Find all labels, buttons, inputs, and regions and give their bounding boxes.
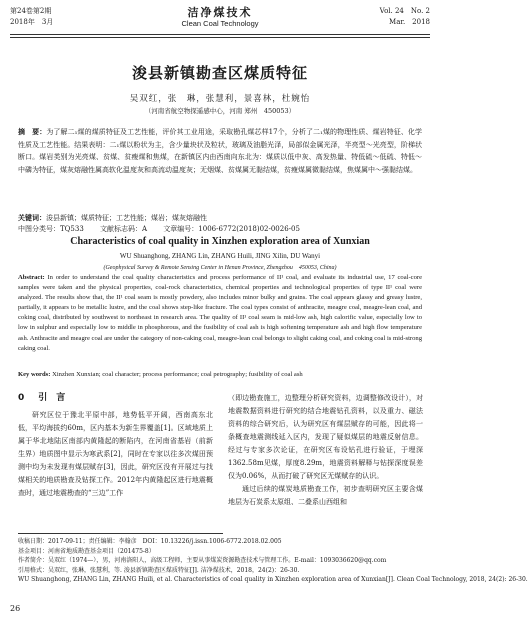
keywords-cn	[18, 213, 422, 224]
date-en: Mar. 2018	[389, 18, 430, 26]
journal-name-cn: 洁净煤技术	[187, 6, 253, 19]
classification-line	[18, 224, 422, 235]
keywords-label: 关键词：	[18, 214, 46, 222]
date-cn: 2018年 3月	[10, 18, 54, 26]
keywords-en-text: Xinzhen Xunxian; coal character; process performance; coal petrography; fusibility of coal ash	[52, 371, 303, 378]
abstract-en-label: Abstract:	[18, 274, 45, 281]
article-title-en: Characteristics of coal quality in Xinzhen exploration area of Xunxian	[70, 236, 370, 247]
footnote-cite-en: WU Shuanghong, ZHANG Lin, ZHANG Huili, et al. Characteristics of coal quality in Xinzhen exploration area of Xunxian[J]. Clean Coal Technology, 2018, 24(2): 26-30.	[18, 576, 528, 584]
volume-cn: 第24卷第2期	[10, 7, 52, 15]
footnote-author: 作者简介：吴双红（1974—），男，河南洛阳人，高级工程师，主要从事煤炭资源勘查技术与管理工作。E-mail：1093036620@qq.com	[18, 557, 387, 565]
abstract-cn	[18, 126, 422, 176]
keywords-en	[18, 370, 422, 380]
abstract-en	[18, 273, 422, 354]
page-number: 26	[10, 604, 21, 613]
volume-en: Vol. 24 No. 2	[379, 7, 430, 15]
header-center	[10, 6, 430, 29]
body-column-left	[18, 392, 213, 500]
journal-name-en: Clean Coal Technology	[181, 19, 259, 28]
footnotes	[18, 537, 528, 585]
keywords-en-label: Key words:	[18, 371, 51, 378]
body-paragraph: 研究区位于豫北平原中部，地势低平开阔，西南高东北低，平均海拔约60m，区内基本为新生界覆盖[1]。区域地质上属于华北地陆区南部内黄隆起的断陷内，在河南省基岩（前新生界）地质图中显示为寒武系[2]，同时在专家以往多次煤田预测中均为未发现有煤层赋存[3]，因此，研究区没有开展过与找煤相关的地质勘查及钻探工作。2012年内黄隆起区进行地震概查时，通过地震勘查的“三边”工作	[18, 411, 213, 497]
authors-cn: 吴双红，张 琳，张慧利，景喜林，杜婉怡	[129, 94, 311, 104]
header-right	[380, 6, 430, 28]
body-column-right	[228, 392, 423, 509]
header-rule-thin	[10, 37, 430, 38]
document-code: 文献标志码：A	[100, 225, 148, 233]
article-number: 文章编号：1006-6772(2018)02-0026-05	[163, 225, 300, 233]
header-rule-thick	[10, 34, 430, 35]
affiliation-en: (Geophysical Survey & Remote Sensing Center in Henan Province, Zhengzhou 450053, China)	[103, 265, 337, 271]
abstract-label: 摘 要：	[18, 128, 47, 136]
article-title-cn: 浚县新镇勘查区煤质特征	[131, 64, 308, 82]
section-title: 引 言	[38, 393, 66, 403]
body-paragraph: （即边勘查施工，边整理分析研究资料，边调整修改设计），对地震数据资料进行研究的结合地震钻孔资料，以及重力、磁法资料的综合研究后，认为研究区有煤层赋存的可能，因此将一条概查地震测线延入区内，发现了疑似煤层的地震反射信息。经过与专家多次论证，在研究区布设钻孔进行验证，于埋深1362.58m见煤，厚度8.29m，地震资料解释与钻探深度误差仅为0.06%，从而打破了研究区无煤赋存的认识。	[228, 394, 423, 480]
section-number: 0	[18, 393, 25, 403]
keywords-cn-text: 浚县新镇；煤质特征；工艺性能；煤岩；煤灰熔融性	[46, 214, 207, 222]
footnote-fund: 基金项目：河南省地质勘查基金项目（201475-8）	[18, 547, 155, 555]
authors-en: WU Shuanghong, ZHANG Lin, ZHANG Huili, JING Xilin, DU Wanyi	[119, 252, 321, 260]
abstract-cn-text: 为了解二₁煤的煤质特征及工艺性能，评价其工业用途，采取勘孔煤芯样17个，分析了二₁煤的物理性质、煤岩特征、化学性质及工艺性能。结果表明：二₁煤以粉状为主，含少量块状及粒状，玻璃及油脂光泽，局部似金属光泽，半亮型～光亮型，阶梯状断口。煤岩类别为光亮煤、贫煤、贫瘦煤和焦煤，在新镇区内由西南向东北为：煤质以低中灰、高发热量、特低硫～低硫、特低～中磷为特征，煤灰熔融性属高软化温度灰和高流动温度灰；无烟煤、贫煤属无黏结煤，贫瘦煤属微黏结煤，焦煤属中～强黏结煤。	[18, 128, 423, 174]
footnote-cite-cn: 引用格式：吴双红，张琳，张慧利，等. 浚县新镇勘查区煤质特征[J]. 洁净煤技术，2018，24(2)：26-30.	[18, 566, 300, 574]
body-paragraph: 通过后续的煤炭地质勘查工作，初步查明研究区主要含煤地层为石炭系太原组、二叠系山西组和	[228, 485, 423, 506]
class-number: 中图分类号：TQ533	[18, 225, 84, 233]
footnote-rule	[18, 533, 223, 534]
affiliation-cn: （河南省航空物探遥感中心，河南 郑州 450053）	[144, 107, 296, 115]
footnote-received: 收稿日期：2017-09-11；责任编辑：李翰彦 DOI：10.13226/j.issn.1006-6772.2018.02.005	[18, 538, 282, 545]
abstract-en-text: In order to understand the coal quality characteristics and process performance of II¹ coal, and evaluate its industrial use, 17 coal-core samples were taken and the physical properties, coal-rock characteristics, chemical properties and technological properties of type II¹ coal were analyzed. The results show that, the II¹ coal seam is mostly powdery, also includes minor bulky and grains. The coal appears glassy and greasy lustre, partially, it appears to be metallic lustre, and the coal shows step-like fracture. The coal types consist of anthracite, meagre coal, meagre-lean coal, and coking coal, distributed by southwest to northeast in research area. The quality of II¹ coal seam is mid-low ash, high calorific value, especially low to low in sulphur and especially low to middle in phosphorous, and the fusibility of coal ash is high softening temperature ash and high flow temperature ash. Anthracite and meagre coal are under the category of non-caking coal, meagre-lean coal belongs to slight caking coal, and coking coal is mid-strong caking coal.	[18, 274, 422, 352]
section-heading	[18, 392, 213, 405]
